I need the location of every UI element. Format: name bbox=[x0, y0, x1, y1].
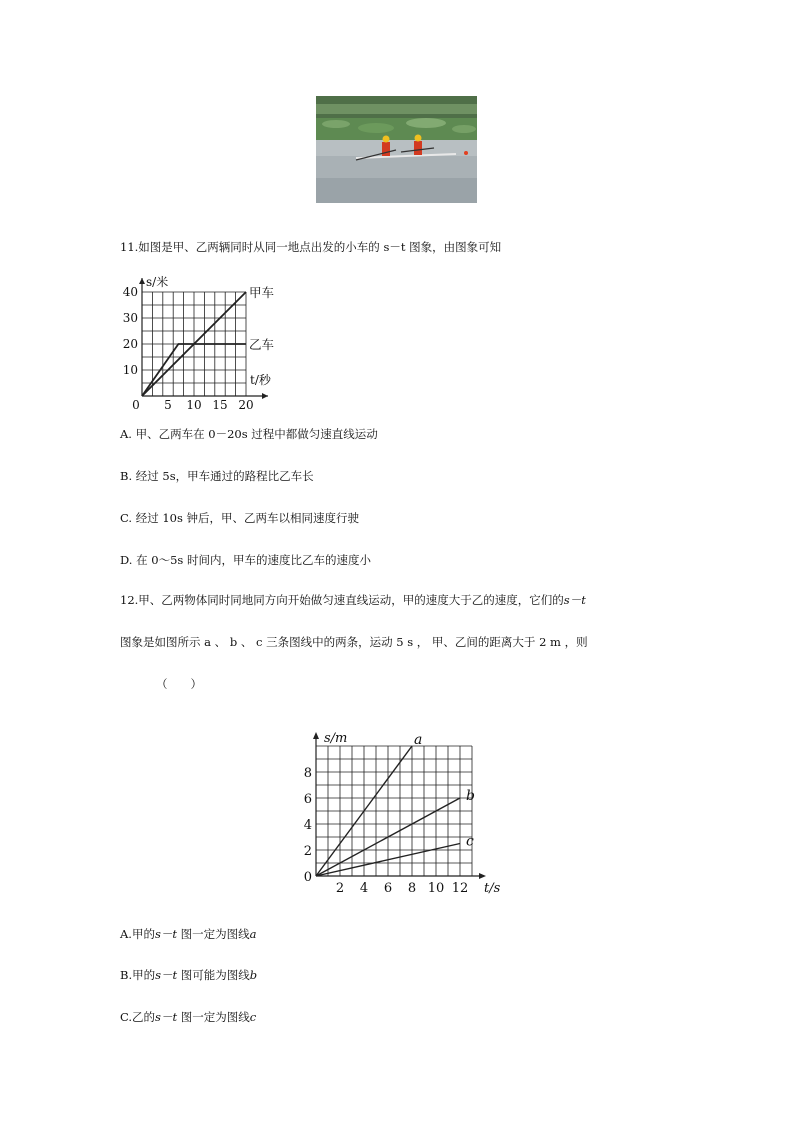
y-tick-label: 40 bbox=[122, 285, 138, 299]
q12-option-a-post: 图一定为图线 bbox=[177, 927, 250, 941]
q12-stem-line1-text: 12.甲、乙两物体同时同地同方向开始做匀速直线运动，甲的速度大于乙的速度，它们的 bbox=[120, 593, 564, 607]
x-axis-label: t/s bbox=[484, 881, 501, 896]
x-axis-label: t/秒 bbox=[250, 373, 271, 387]
y-axis-arrow bbox=[139, 278, 145, 284]
series-label-b: b bbox=[466, 788, 475, 804]
q11-option-a[interactable]: A. 甲、乙两车在 0－20s 过程中都做匀速直线运动 bbox=[120, 427, 378, 441]
x-tick-label: 10 bbox=[427, 881, 445, 896]
y-tick-label: 20 bbox=[122, 337, 138, 351]
series-label-1: 甲车 bbox=[249, 285, 275, 300]
y-axis-arrow bbox=[313, 732, 319, 739]
x-tick-label: 6 bbox=[383, 881, 393, 896]
q12-option-b[interactable] bbox=[120, 968, 257, 982]
x-axis-arrow bbox=[262, 393, 268, 399]
q12-option-c[interactable] bbox=[120, 1010, 256, 1024]
series-label-2: 乙车 bbox=[249, 337, 275, 352]
q12-option-c-line: c bbox=[249, 1010, 257, 1024]
x-tick-label: 0 bbox=[132, 398, 140, 412]
x-tick-label: 10 bbox=[186, 398, 202, 412]
q12-option-b-var: s－t bbox=[155, 968, 178, 982]
y-tick-label: 30 bbox=[122, 311, 138, 325]
q12-option-a-var: s－t bbox=[154, 927, 177, 941]
y-tick-label: 4 bbox=[303, 818, 312, 833]
chart-2-container bbox=[292, 712, 512, 902]
x-tick-label: 12 bbox=[451, 881, 469, 896]
chart-2-svg bbox=[292, 712, 512, 898]
chart-1-svg bbox=[118, 272, 288, 412]
y-tick-label: 0 bbox=[303, 870, 312, 885]
q12-option-c-var: s－t bbox=[155, 1010, 178, 1024]
series-label-a: a bbox=[414, 732, 423, 748]
q12-option-c-pre: C.乙的 bbox=[120, 1010, 156, 1024]
q12-option-b-post: 图可能为图线 bbox=[177, 968, 250, 982]
x-tick-label: 5 bbox=[164, 398, 172, 412]
question-12-stem-line1 bbox=[120, 593, 586, 607]
x-tick-label: 4 bbox=[359, 881, 369, 896]
chart-1-container bbox=[118, 272, 288, 416]
rowing-photo bbox=[316, 96, 477, 203]
x-tick-label: 8 bbox=[407, 881, 417, 896]
q12-option-a-pre: A.甲的 bbox=[120, 927, 155, 941]
q11-option-c[interactable]: C. 经过 10s 钟后，甲、乙两车以相同速度行驶 bbox=[120, 511, 360, 525]
x-tick-label: 15 bbox=[212, 398, 228, 412]
q12-option-a[interactable] bbox=[120, 927, 257, 941]
q12-option-a-line: a bbox=[249, 927, 257, 941]
q12-option-b-pre: B.甲的 bbox=[120, 968, 156, 982]
q12-option-c-post: 图一定为图线 bbox=[177, 1010, 250, 1024]
y-tick-label: 6 bbox=[303, 792, 312, 807]
q12-stem-line1-var: s－t bbox=[563, 593, 586, 607]
y-axis-label: s/米 bbox=[146, 275, 169, 289]
q12-answer-bracket: （ ） bbox=[156, 677, 202, 691]
q11-option-b[interactable]: B. 经过 5s，甲车通过的路程比乙车长 bbox=[120, 469, 314, 483]
x-axis-arrow bbox=[479, 873, 486, 879]
q12-option-b-line: b bbox=[249, 968, 258, 982]
x-tick-label: 2 bbox=[335, 881, 345, 896]
y-tick-label: 10 bbox=[122, 363, 138, 377]
series-label-c: c bbox=[466, 833, 474, 850]
y-tick-label: 2 bbox=[303, 844, 312, 859]
y-axis-label: s/m bbox=[324, 731, 348, 746]
x-tick-label: 20 bbox=[238, 398, 254, 412]
question-12-stem-line2: 图象是如图所示 a 、 b 、 c 三条图线中的两条，运动 5 s ， 甲、乙间的距离大于 2 m ，则 bbox=[120, 635, 588, 649]
q11-option-d[interactable]: D. 在 0～5s 时间内，甲车的速度比乙车的速度小 bbox=[120, 553, 371, 567]
y-tick-label: 8 bbox=[303, 766, 312, 781]
question-11-stem: 11.如图是甲、乙两辆同时从同一地点出发的小车的 s－t 图象，由图象可知 bbox=[120, 240, 502, 254]
